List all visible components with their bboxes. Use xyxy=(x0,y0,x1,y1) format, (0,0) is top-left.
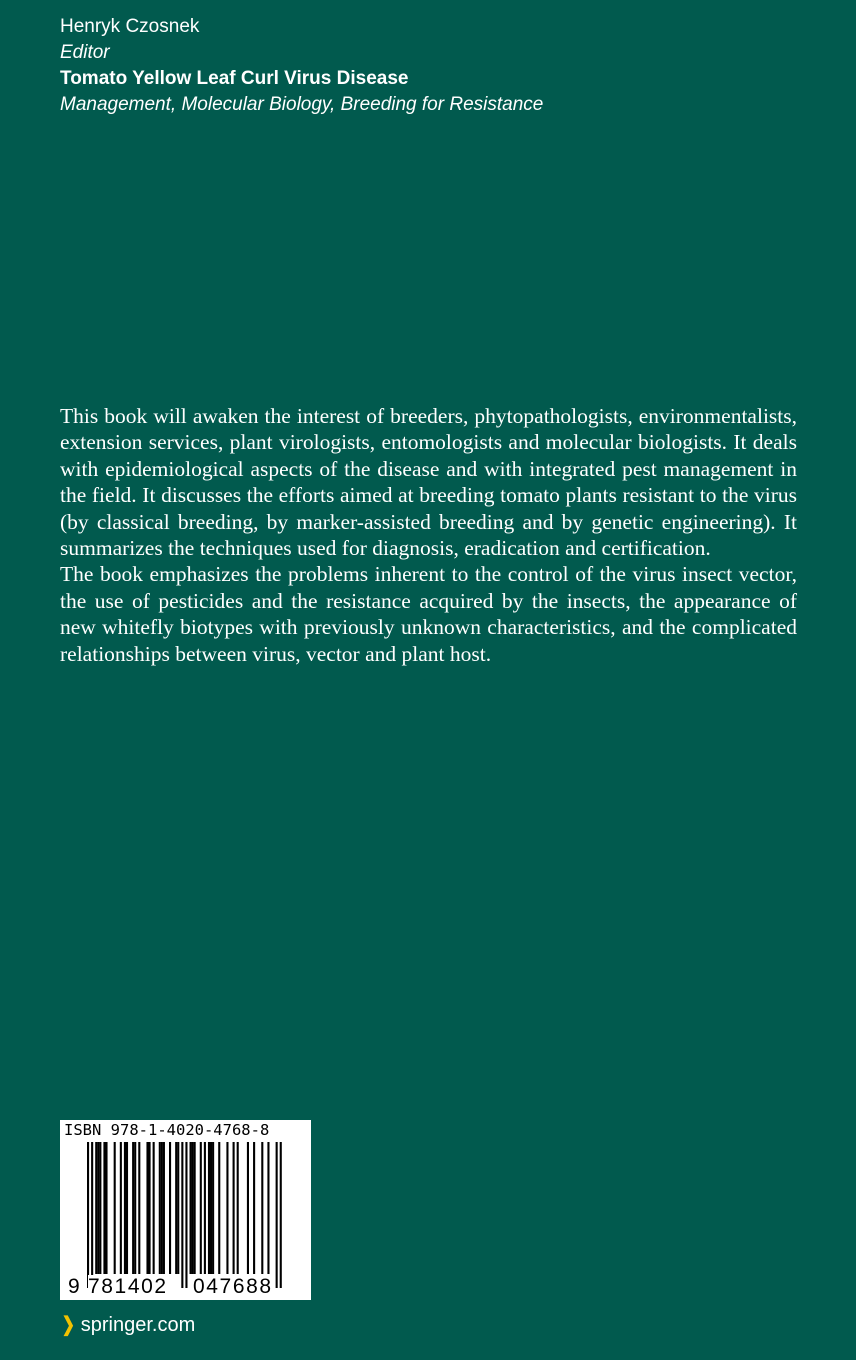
barcode-bar xyxy=(134,1142,136,1274)
chevron-right-icon: ❯ xyxy=(61,1314,76,1336)
isbn-barcode xyxy=(60,1120,311,1300)
barcode-bar xyxy=(114,1142,116,1274)
barcode-bar xyxy=(153,1142,155,1274)
barcode-digits xyxy=(68,1275,308,1299)
barcode-bar xyxy=(97,1142,99,1274)
barcode-bar xyxy=(247,1142,249,1274)
barcode-bar xyxy=(200,1142,202,1274)
barcode-bar xyxy=(253,1142,255,1274)
barcode-bar xyxy=(233,1142,235,1274)
barcode-bar xyxy=(218,1142,220,1274)
barcode-bar xyxy=(177,1142,179,1274)
barcode-bar xyxy=(91,1142,93,1288)
barcode-bar xyxy=(226,1142,228,1274)
barcode-bar xyxy=(159,1142,161,1274)
barcode-bar xyxy=(210,1142,212,1274)
barcode-bar xyxy=(267,1142,269,1274)
isbn-label: ISBN 978-1-4020-4768-8 xyxy=(64,1121,270,1139)
barcode-bar xyxy=(103,1142,105,1274)
back-cover-header xyxy=(60,14,780,118)
book-description xyxy=(60,403,797,667)
barcode-bar xyxy=(194,1142,196,1274)
barcode-bar xyxy=(181,1142,183,1288)
editor-name: Henryk Czosnek xyxy=(60,16,200,37)
publisher-url: springer.com xyxy=(80,1314,196,1336)
barcode-bar xyxy=(280,1142,282,1288)
barcode-bar xyxy=(204,1142,206,1274)
barcode-bar xyxy=(190,1142,192,1274)
barcode-bar xyxy=(120,1142,122,1274)
barcode-digits-left: 781402 xyxy=(88,1275,168,1298)
barcode-bar xyxy=(149,1142,151,1274)
barcode-bar xyxy=(146,1142,148,1274)
barcode-bar xyxy=(175,1142,177,1274)
barcode-bar xyxy=(124,1142,126,1274)
book-title: Tomato Yellow Leaf Curl Virus Disease xyxy=(60,68,409,89)
barcode-digit-first: 9 xyxy=(68,1275,80,1298)
barcode-bar xyxy=(132,1142,134,1274)
barcode-bar xyxy=(95,1142,97,1274)
barcode-bar xyxy=(87,1142,89,1288)
barcode-bar xyxy=(163,1142,165,1274)
barcode-bar xyxy=(99,1142,101,1274)
barcode-bar xyxy=(208,1142,210,1274)
barcode-bar xyxy=(185,1142,187,1288)
barcode-bar xyxy=(126,1142,128,1274)
barcode-bar xyxy=(276,1142,278,1288)
editor-role: Editor xyxy=(60,42,110,63)
barcode-bar xyxy=(138,1142,140,1274)
barcode-bar xyxy=(261,1142,263,1274)
book-subtitle: Management, Molecular Biology, Breeding for Resistance xyxy=(60,94,544,115)
publisher-link[interactable] xyxy=(60,1312,195,1338)
barcode-bar xyxy=(169,1142,171,1274)
barcode-bar xyxy=(212,1142,214,1274)
barcode-bar xyxy=(161,1142,163,1274)
barcode-bar xyxy=(237,1142,239,1274)
description-paragraph-1: This book will awaken the interest of breeders, phytopathologists, environmentalists, extension services, plant virologists, entomologists and molecular biologists. It deals with epidemiological aspects of the disease and with integrated pest management in the field. It discusses the efforts aimed at breeding tomato plants resistant to the virus (by classical breeding, by marker-assisted breeding and by genetic engineering). It summarizes the techniques used for diagnosis, eradication and certification. xyxy=(60,404,797,561)
barcode-digits-right: 047688 xyxy=(193,1275,273,1298)
description-paragraph-2: The book emphasizes the problems inherent to the control of the virus insect vector, the use of pesticides and the resistance acquired by the insects, the appearance of new whitefly biotypes with previously unknown characteristics, and the complicated relationships between virus, vector and plant host. xyxy=(60,562,797,666)
barcode-bar xyxy=(192,1142,194,1274)
barcode-bar xyxy=(105,1142,107,1274)
